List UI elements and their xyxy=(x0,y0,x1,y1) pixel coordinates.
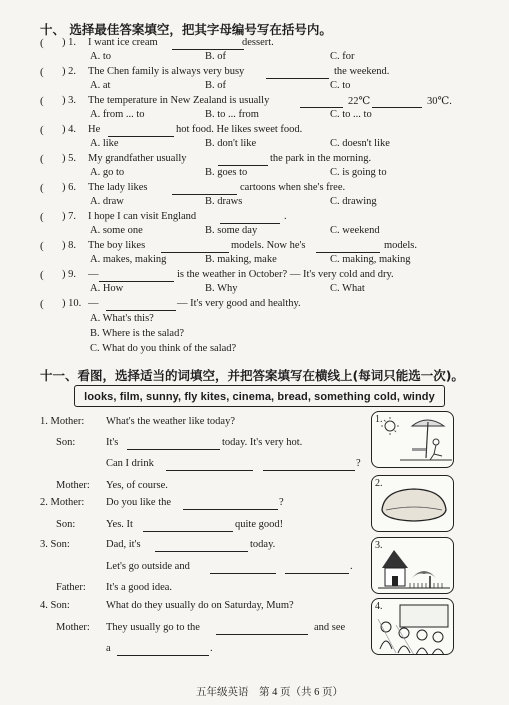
answer-paren-open: ( xyxy=(40,298,44,310)
picture-1-sunny-beach xyxy=(371,411,454,468)
dialogue-text: a xyxy=(106,643,111,654)
answer-blank[interactable] xyxy=(210,563,276,574)
question-text: The boy likes xyxy=(88,240,146,251)
answer-option: B. Why xyxy=(205,283,238,294)
answer-blank[interactable] xyxy=(108,126,174,137)
question-number: ) 7. xyxy=(62,211,76,222)
answer-blank[interactable] xyxy=(172,39,244,50)
answer-blank[interactable] xyxy=(263,460,355,471)
answer-paren-open: ( xyxy=(40,240,44,252)
answer-option: A. draw xyxy=(90,196,124,207)
question-text: the park in the morning. xyxy=(270,153,372,164)
question-number: ) 1. xyxy=(62,37,76,48)
word-bank-box: looks, film, sunny, fly kites, cinema, bread, something cold, windy xyxy=(74,385,445,407)
question-text: 30℃. xyxy=(427,96,452,107)
answer-option: A. makes, making xyxy=(90,254,167,265)
answer-blank[interactable] xyxy=(316,242,380,253)
answer-option: C. making, making xyxy=(330,254,411,265)
answer-option: C. doesn't like xyxy=(330,138,390,149)
dialogue-text: Do you like the xyxy=(106,497,172,508)
question-number: ) 4. xyxy=(62,124,76,135)
answer-blank[interactable] xyxy=(143,521,233,532)
question-number: ) 6. xyxy=(62,182,76,193)
answer-option: A. What's this? xyxy=(90,313,154,324)
answer-blank[interactable] xyxy=(300,97,343,108)
answer-option: B. Where is the salad? xyxy=(90,328,184,339)
question-text: models. xyxy=(384,240,417,251)
question-text: — xyxy=(88,269,99,280)
question-text: — xyxy=(88,298,99,309)
answer-option: B. some day xyxy=(205,225,258,236)
question-text: The Chen family is always very busy xyxy=(88,66,245,77)
question-text: 22℃ xyxy=(348,96,371,107)
answer-blank[interactable] xyxy=(172,184,237,195)
question-text: The temperature in New Zealand is usually xyxy=(88,95,270,106)
question-number: ) 2. xyxy=(62,66,76,77)
answer-blank[interactable] xyxy=(161,242,229,253)
answer-option: C. What xyxy=(330,283,365,294)
sun-umbrella-icon xyxy=(372,412,454,468)
answer-blank[interactable] xyxy=(216,624,308,635)
answer-option: C. weekend xyxy=(330,225,380,236)
answer-option: A. some one xyxy=(90,225,143,236)
question-text: the weekend. xyxy=(334,66,390,77)
picture-4-cinema xyxy=(371,598,454,655)
picture-2-number: 2. xyxy=(375,478,383,489)
dialogue-text: Dad, it's xyxy=(106,539,141,550)
dialogue-text: What do they usually do on Saturday, Mum? xyxy=(106,600,294,611)
dialogue-text: ? xyxy=(279,497,284,508)
answer-option: B. of xyxy=(205,51,226,62)
answer-option: B. draws xyxy=(205,196,243,207)
answer-blank[interactable] xyxy=(285,563,349,574)
dialogue-text: It's a good idea. xyxy=(106,582,173,593)
answer-blank[interactable] xyxy=(166,460,253,471)
answer-paren-open: ( xyxy=(40,153,44,165)
dialogue-speaker: 1. Mother: xyxy=(40,416,85,427)
dialogue-speaker: 2. Mother: xyxy=(40,497,85,508)
answer-paren-open: ( xyxy=(40,269,44,281)
answer-blank[interactable] xyxy=(218,155,268,166)
question-text: My grandfather usually xyxy=(88,153,187,164)
answer-paren-open: ( xyxy=(40,211,44,223)
section-10-title: 十、 选择最佳答案填空，把其字母编号写在括号内。 xyxy=(40,22,332,37)
answer-option: C. to xyxy=(330,80,351,91)
question-number: ) 8. xyxy=(62,240,76,251)
answer-option: A. at xyxy=(90,80,111,91)
answer-blank[interactable] xyxy=(106,300,176,311)
picture-4-number: 4. xyxy=(375,601,383,612)
answer-option: B. to ... from xyxy=(205,109,259,120)
picture-2-bread xyxy=(371,475,454,532)
dialogue-text: Can I drink xyxy=(106,458,154,469)
dialogue-speaker: 3. Son: xyxy=(40,539,70,550)
answer-option: C. is going to xyxy=(330,167,387,178)
house-tree-icon xyxy=(372,538,454,594)
answer-blank[interactable] xyxy=(372,97,422,108)
dialogue-text: and see xyxy=(314,622,346,633)
answer-option: A. go to xyxy=(90,167,125,178)
answer-option: B. of xyxy=(205,80,226,91)
picture-3-windy-house xyxy=(371,537,454,594)
answer-blank[interactable] xyxy=(220,213,280,224)
answer-option: B. goes to xyxy=(205,167,248,178)
answer-blank[interactable] xyxy=(266,68,329,79)
dialogue-speaker: Father: xyxy=(56,582,86,593)
dialogue-text: today. xyxy=(250,539,276,550)
question-text: I hope I can visit England xyxy=(88,211,197,222)
answer-option: A. like xyxy=(90,138,119,149)
question-number: ) 10. xyxy=(62,298,82,309)
answer-option: C. What do you think of the salad? xyxy=(90,343,237,354)
answer-option: A. from ... to xyxy=(90,109,145,120)
answer-blank[interactable] xyxy=(99,271,174,282)
dialogue-text: ? xyxy=(356,458,361,469)
dialogue-text: . xyxy=(350,561,353,572)
answer-option: C. for xyxy=(330,51,355,62)
dialogue-text: Yes. It xyxy=(106,519,133,530)
answer-blank[interactable] xyxy=(155,541,248,552)
dialogue-speaker: Son: xyxy=(56,519,76,530)
question-text: The lady likes xyxy=(88,182,148,193)
section-11-title: 十一、看图，选择适当的词填空，并把答案填写在横线上(每词只能选一次)。 xyxy=(40,368,464,383)
answer-option: C. to ... to xyxy=(330,109,372,120)
cinema-audience-icon xyxy=(372,599,454,655)
question-text: dessert. xyxy=(242,37,274,48)
answer-blank[interactable] xyxy=(127,439,220,450)
bread-icon xyxy=(372,476,454,532)
dialogue-speaker: 4. Son: xyxy=(40,600,70,611)
dialogue-text: What's the weather like today? xyxy=(106,416,236,427)
dialogue-text: They usually go to the xyxy=(106,622,200,633)
answer-blank[interactable] xyxy=(117,645,209,656)
answer-option: A. to xyxy=(90,51,111,62)
question-number: ) 9. xyxy=(62,269,76,280)
answer-paren-open: ( xyxy=(40,95,44,107)
question-text: . xyxy=(284,211,287,222)
dialogue-text: Yes, of course. xyxy=(106,480,168,491)
dialogue-text: today. It's very hot. xyxy=(222,437,303,448)
answer-option: B. making, make xyxy=(205,254,277,265)
question-text: models. Now he's xyxy=(231,240,306,251)
answer-paren-open: ( xyxy=(40,124,44,136)
question-number: ) 3. xyxy=(62,95,76,106)
answer-paren-open: ( xyxy=(40,182,44,194)
question-text: He xyxy=(88,124,101,135)
dialogue-text: quite good! xyxy=(235,519,284,530)
question-text: I want ice cream xyxy=(88,37,158,48)
answer-option: B. don't like xyxy=(205,138,257,149)
dialogue-speaker: Mother: xyxy=(56,480,90,491)
question-text: is the weather in October? — It's very cold and dry. xyxy=(177,269,394,280)
question-number: ) 5. xyxy=(62,153,76,164)
answer-blank[interactable] xyxy=(183,499,278,510)
question-text: hot food. He likes sweet food. xyxy=(176,124,303,135)
dialogue-text: It's xyxy=(106,437,119,448)
picture-3-number: 3. xyxy=(375,540,383,551)
answer-paren-open: ( xyxy=(40,66,44,78)
dialogue-speaker: Son: xyxy=(56,437,76,448)
picture-1-number: 1. xyxy=(375,414,383,425)
dialogue-text: . xyxy=(210,643,213,654)
question-text: cartoons when she's free. xyxy=(240,182,346,193)
answer-paren-open: ( xyxy=(40,37,44,49)
question-text: — It's very good and healthy. xyxy=(177,298,301,309)
page-footer: 五年级英语 第 4 页（共 6 页） xyxy=(196,687,343,698)
answer-option: C. drawing xyxy=(330,196,377,207)
dialogue-text: Let's go outside and xyxy=(106,561,190,572)
dialogue-speaker: Mother: xyxy=(56,622,90,633)
answer-option: A. How xyxy=(90,283,124,294)
